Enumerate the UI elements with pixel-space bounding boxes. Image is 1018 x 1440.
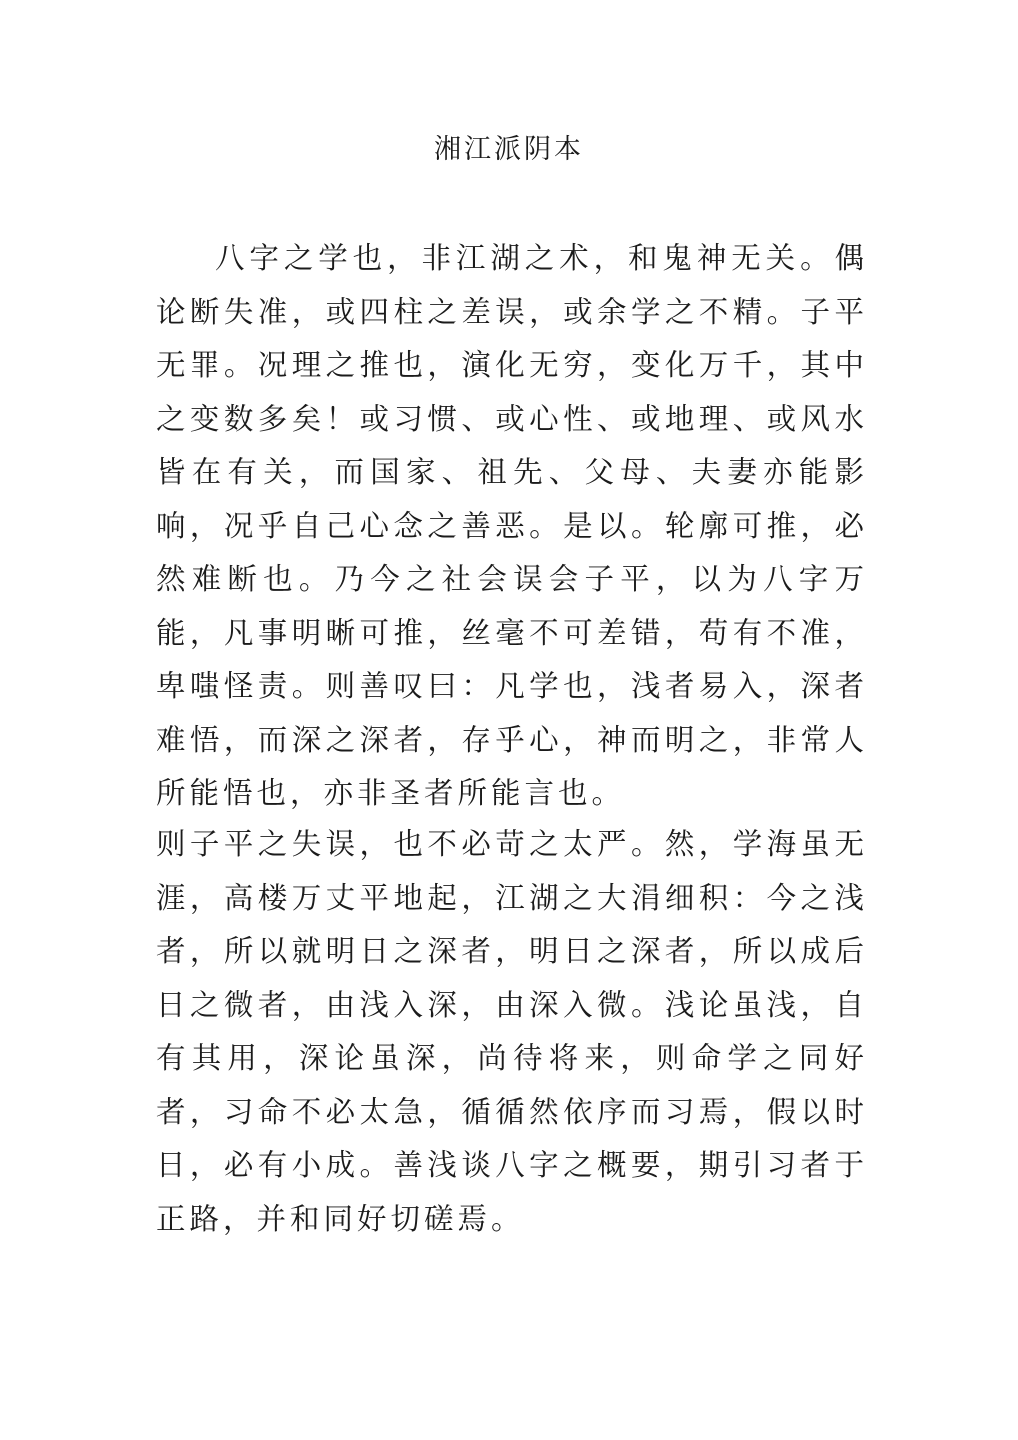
paragraph-1: 八字之学也，非江湖之术，和鬼神无关。偶论断失准，或四柱之差误，或余学之不精。子平无罪。况理之推也，演化无穷，变化万千，其中之变数多矣！或习惯、或心性、或地理、或风水皆在有关，而国家、祖先、父母、夫妻亦能影响，况乎自己心念之善恶。是以。轮廓可推，必然难断也。乃今之社会误会子平，以为八字万能，凡事明晰可推，丝毫不可差错，苟有不准，卑嗤怪责。则善叹曰：凡学也，浅者易入，深者难悟，而深之深者，存乎心，神而明之，非常人所能悟也，亦非圣者所能言也。: [156, 241, 868, 810]
paragraph-2: 则子平之失误，也不必苛之太严。然，学海虽无涯，高楼万丈平地起，江湖之大涓细积：今之浅者，所以就明日之深者，明日之深者，所以成后日之微者，由浅入深，由深入微。浅论虽浅，自有其用，深论虽深，尚待将来，则命学之同好者，习命不必太急，循循然依序而习焉，假以时日，必有小成。善浅谈八字之概要，期引习者于正路，并和同好切磋焉。: [156, 827, 868, 1236]
document-title: 湘江派阴本: [434, 134, 584, 165]
